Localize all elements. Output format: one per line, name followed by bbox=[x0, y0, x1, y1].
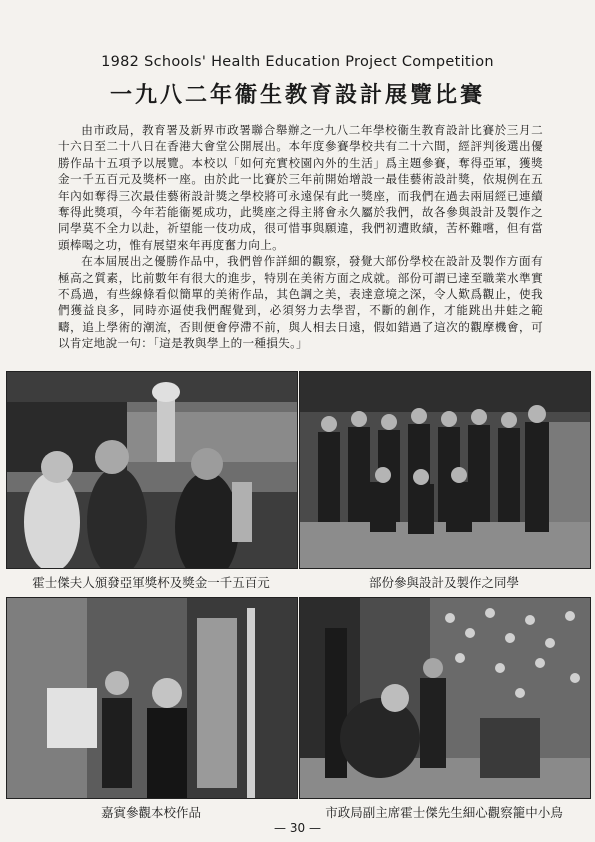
caption-student-group: 部份參與設計及製作之同學 bbox=[368, 575, 519, 590]
caption-birdcage-inspection: 市政局副主席霍士傑先生細心觀察籠中小鳥 bbox=[325, 805, 563, 820]
article-body bbox=[58, 122, 543, 352]
page-number: — 30 — bbox=[274, 821, 321, 835]
photo-guest-visit bbox=[6, 597, 298, 799]
paragraph-2: 在本屆展出之優勝作品中，我們曾作詳細的觀察，發覺大部份學校在設計及製作方面有極高之質素，比前數年有很大的進步，特別在美術方面之成就。部份可謂已達至職業水準實不爲過，有些線條看似簡單的美術作品，其色調之美，表達意境之深，令人歎爲觀止，使我們獲益良多，同時亦逼使我們醒覺到，必須努力去學習，不斷的創作，才能跳出井蛙之範疇，追上學術的潮流，否則便會停滯不前，與人相去日遠，假如錯過了這次的觀摩機會，可以肯定地說一句：「這是教與學上的一種損失。」 bbox=[58, 254, 543, 351]
paragraph-1: 由市政局，教育署及新界市政署聯合舉辦之一九八二年學校衞生教育設計比賽於三月二十六日至二十八日在香港大會堂公開展出。本年度參賽學校共有二十六間，經評判後選出優勝作品十五項予以展覽。本校以「如何充實校園內外的生活」爲主題參賽，奪得亞軍，獲獎金一千五百元及獎杯一座。由於此一比賽於三年前開始增設一最佳藝術設計獎，依規例在五年內如奪得三次最佳藝術設計獎之學校將可永遠保有此一獎座，而我們在過去兩屆經已連續奪得此獎項，今年若能衞冕成功，此獎座之得主將會永久屬於我們，故各參與設計及製作之同學莫不全力以赴，祈望能一伎功成，很可惜事與願違，我們初遭敗績，苦杯難嚐，但有當頭棒喝之功，惟有展望來年再度奮力向上。 bbox=[58, 123, 543, 252]
photo-trophy-presentation bbox=[6, 371, 298, 569]
caption-trophy-presentation: 霍士傑夫人頒發亞軍獎杯及獎金一千五百元 bbox=[32, 575, 270, 590]
caption-guest-visit: 嘉賓參觀本校作品 bbox=[100, 805, 201, 820]
page-title-chinese: 一九八二年衞生教育設計展覽比賽 bbox=[109, 83, 485, 108]
photo-birdcage-inspection bbox=[299, 597, 591, 799]
photo-student-group bbox=[299, 371, 591, 569]
page-title-english: 1982 Schools' Health Education Project Competition bbox=[101, 54, 494, 70]
